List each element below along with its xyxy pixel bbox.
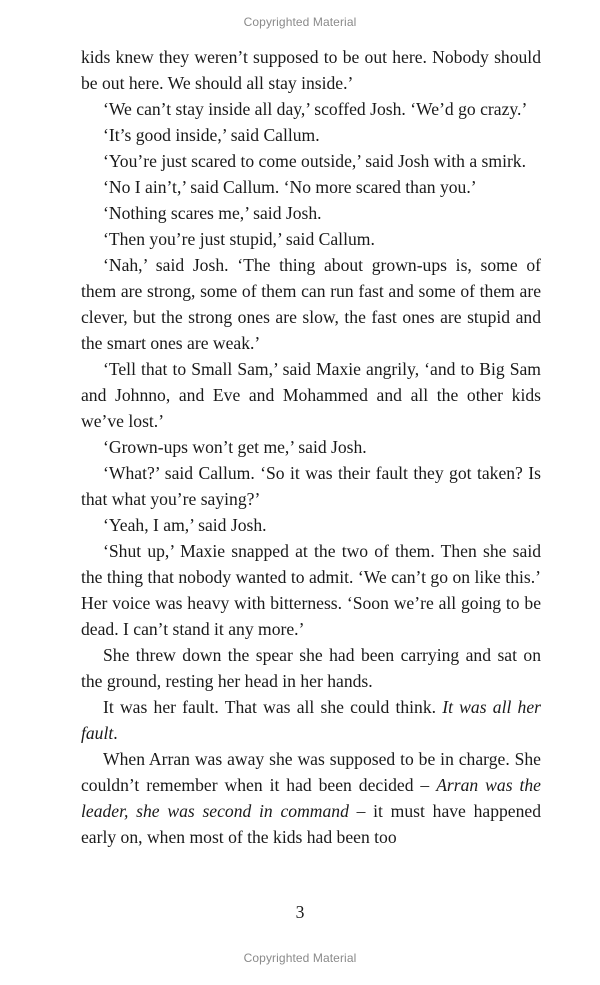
paragraph-16-italic: Arran was the leader, she was second in command	[81, 775, 541, 821]
paragraph-15	[81, 694, 541, 746]
paragraph-16-end: – it must have happened early on, when most of the kids had been too	[81, 801, 542, 847]
paragraph-15-end: .	[113, 723, 118, 743]
paragraph-15-italic: It was all her fault	[81, 697, 541, 743]
paragraph-9: ‘Tell that to Small Sam,’ said Maxie angrily, ‘and to Big Sam and Johnno, and Eve and Mohammed and all the other kids we’ve lost.’	[81, 359, 541, 431]
copyright-watermark-bottom: Copyrighted Material	[243, 951, 357, 965]
paragraph-8: ‘Nah,’ said Josh. ‘The thing about grown-ups is, some of them are strong, some of them can run fast and some of them are clever, but the strong ones are slow, the fast ones are stupid and the smart ones are weak.’	[81, 255, 541, 353]
paragraph-15-text: It was her fault. That was all she could think.	[103, 697, 443, 717]
paragraph-10: ‘Grown-ups won’t get me,’ said Josh.	[103, 437, 367, 457]
paragraph-2: ‘We can’t stay inside all day,’ scoffed Josh. ‘We’d go crazy.’	[103, 99, 528, 119]
body-text	[81, 44, 541, 850]
paragraph-4: ‘You’re just scared to come outside,’ said Josh with a smirk.	[103, 151, 527, 171]
paragraph-1: kids knew they weren’t supposed to be out here. Nobody should be out here. We should all stay inside.’	[81, 47, 541, 93]
paragraph-16-text: When Arran was away she was supposed to be in charge. She couldn’t remember when it had been decided –	[81, 749, 541, 795]
paragraph-3: ‘It’s good inside,’ said Callum.	[103, 125, 320, 145]
paragraph-7: ‘Then you’re just stupid,’ said Callum.	[103, 229, 375, 249]
paragraph-5: ‘No I ain’t,’ said Callum. ‘No more scared than you.’	[103, 177, 477, 197]
paragraph-6: ‘Nothing scares me,’ said Josh.	[103, 203, 322, 223]
paragraph-12: ‘Yeah, I am,’ said Josh.	[103, 515, 267, 535]
paragraph-11: ‘What?’ said Callum. ‘So it was their fault they got taken? Is that what you’re saying?’	[81, 463, 541, 509]
copyright-watermark-top: Copyrighted Material	[243, 15, 357, 29]
paragraph-16	[81, 746, 541, 850]
page-number: 3	[295, 902, 305, 922]
paragraph-13: ‘Shut up,’ Maxie snapped at the two of them. Then she said the thing that nobody wanted to admit. ‘We can’t go on like this.’ Her voice was heavy with bitterness. ‘Soon we’re all going to be dead. I can’t stand it any more.’	[81, 541, 541, 639]
paragraph-14: She threw down the spear she had been carrying and sat on the ground, resting her head in her hands.	[81, 645, 541, 691]
